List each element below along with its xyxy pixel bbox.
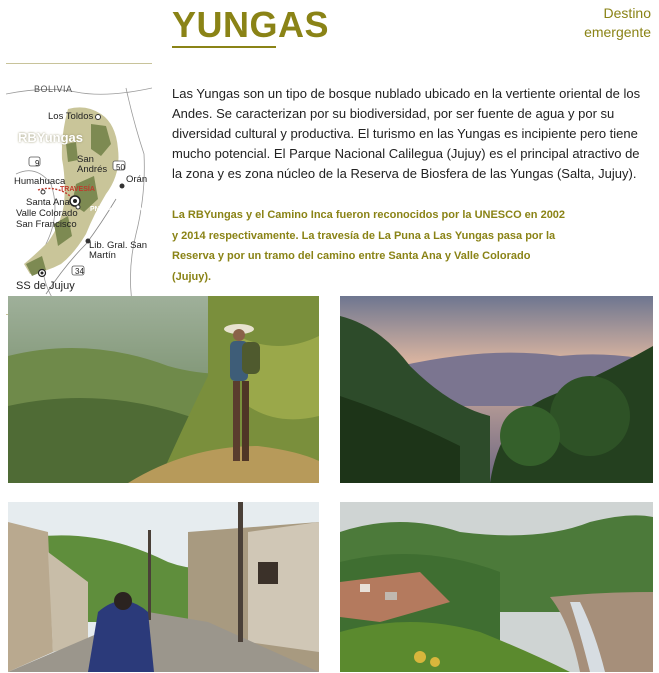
map-label-los-toldos: Los Toldos	[48, 111, 94, 122]
page-title: YUNGAS	[172, 4, 330, 45]
town-dot	[120, 184, 125, 189]
route-9-label: 9	[35, 159, 40, 168]
map-label-valle-colorado: Valle Colorado	[16, 208, 78, 219]
travesia-marker-center	[73, 199, 77, 203]
map-label-pn-calilegua: PN CALILEGUA	[90, 206, 143, 213]
region-map	[6, 63, 152, 315]
map-label-ss-de-jujuy: SS de Jujuy	[16, 280, 75, 292]
tag-line-1: Destino	[603, 5, 651, 21]
photo-town-river	[340, 502, 653, 672]
map-label-rbyungas: RBYungas	[18, 130, 84, 145]
photo-valley-dusk	[340, 296, 653, 483]
route-34-label: 34	[75, 267, 84, 276]
map-label-lib-gral-san-martin: Lib. Gral. San Martín	[89, 240, 148, 261]
photo-hiker	[8, 296, 319, 483]
border-line	[126, 88, 144, 314]
tag-line-2: emergente	[584, 24, 651, 40]
town-dot	[96, 115, 101, 120]
unesco-note: La RBYungas y el Camino Inca fueron reconocidos por la UNESCO en 2002 y 2014 respectivamente. La travesía de La Puna a Las Yungas pasa por la Reserva y por un tramo del camino entre Santa Ana y Valle Colorado (Jujuy).	[172, 209, 566, 283]
border-line	[6, 88, 152, 94]
route-50-label: 50	[116, 163, 125, 172]
map-label-humahuaca: Humahuaca	[14, 176, 66, 187]
map-label-oran: Orán	[126, 174, 148, 185]
map-label-bolivia: BOLIVIA	[34, 84, 73, 94]
town-dot	[41, 190, 45, 194]
title-underline	[172, 46, 276, 48]
map-label-travesia: TRAVESÍA	[60, 186, 95, 193]
intro-paragraph: Las Yungas son un tipo de bosque nublado ubicado en la vertiente oriental de los Andes. Se caracterizan por su biodiversidad, por ser fuente de agua y por su diversidad cultural y productiva. El turismo en las Yungas es incipiente pero tiene mucho potencial. El Parque Nacional Calilegua (Jujuy) es el principal atractivo de la zona y es zona núcleo de la Reserva de Biosfera de las Yungas (Salta, Jujuy).	[172, 86, 641, 181]
section-tag	[584, 4, 651, 42]
map-label-san-andres: San Andrés	[77, 154, 108, 175]
map-label-santa-ana: Santa Ana	[26, 197, 70, 208]
map-label-san-francisco: San Francisco	[16, 219, 77, 230]
photo-village-street	[8, 502, 319, 672]
